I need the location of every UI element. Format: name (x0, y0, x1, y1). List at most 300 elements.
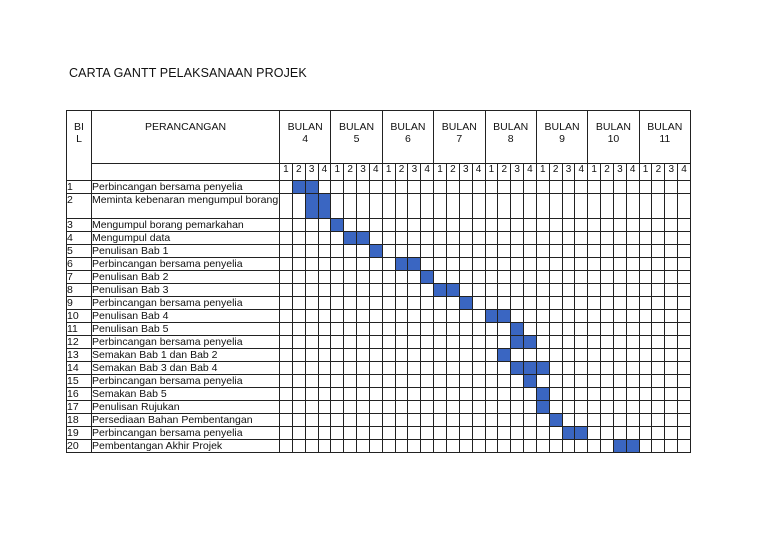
gantt-empty-cell (472, 297, 485, 310)
gantt-empty-cell (639, 271, 652, 284)
gantt-empty-cell (524, 194, 537, 219)
gantt-empty-cell (472, 401, 485, 414)
gantt-empty-cell (562, 336, 575, 349)
gantt-empty-cell (459, 219, 472, 232)
gantt-empty-cell (511, 401, 524, 414)
gantt-bar-cell (613, 440, 626, 453)
gantt-empty-cell (459, 349, 472, 362)
gantt-empty-cell (665, 336, 678, 349)
gantt-empty-cell (408, 181, 421, 194)
gantt-empty-cell (601, 194, 614, 219)
gantt-bar-cell (305, 181, 318, 194)
month-number: 11 (659, 133, 671, 145)
gantt-empty-cell (357, 388, 370, 401)
gantt-empty-cell (357, 245, 370, 258)
gantt-empty-cell (626, 388, 639, 401)
gantt-empty-cell (536, 297, 549, 310)
gantt-empty-cell (318, 401, 331, 414)
gantt-empty-cell (639, 362, 652, 375)
gantt-empty-cell (357, 323, 370, 336)
gantt-empty-cell (421, 310, 434, 323)
gantt-empty-cell (652, 401, 665, 414)
gantt-empty-cell (652, 336, 665, 349)
header-month (280, 111, 331, 164)
gantt-empty-cell (601, 181, 614, 194)
gantt-empty-cell (305, 440, 318, 453)
month-number: 8 (507, 133, 514, 145)
gantt-empty-cell (588, 427, 601, 440)
gantt-bar-cell (408, 258, 421, 271)
gantt-empty-cell (395, 181, 408, 194)
gantt-empty-cell (318, 414, 331, 427)
gantt-empty-cell (639, 388, 652, 401)
week-number: 4 (421, 164, 434, 181)
task-number: 7 (67, 271, 92, 284)
gantt-empty-cell (511, 245, 524, 258)
gantt-empty-cell (575, 440, 588, 453)
gantt-empty-cell (357, 336, 370, 349)
gantt-empty-cell (292, 271, 305, 284)
gantt-empty-cell (280, 362, 293, 375)
gantt-empty-cell (626, 219, 639, 232)
gantt-empty-cell (344, 297, 357, 310)
gantt-empty-cell (613, 297, 626, 310)
gantt-empty-cell (549, 181, 562, 194)
task-number: 13 (67, 349, 92, 362)
gantt-empty-cell (678, 232, 691, 245)
gantt-empty-cell (639, 232, 652, 245)
gantt-empty-cell (434, 349, 447, 362)
gantt-empty-cell (652, 440, 665, 453)
gantt-empty-cell (485, 297, 498, 310)
gantt-empty-cell (601, 401, 614, 414)
gantt-empty-cell (280, 440, 293, 453)
gantt-empty-cell (601, 284, 614, 297)
gantt-empty-cell (562, 375, 575, 388)
gantt-bar-cell (536, 388, 549, 401)
gantt-empty-cell (459, 310, 472, 323)
gantt-empty-cell (369, 375, 382, 388)
gantt-empty-cell (678, 271, 691, 284)
gantt-empty-cell (318, 284, 331, 297)
gantt-empty-cell (562, 310, 575, 323)
gantt-empty-cell (601, 271, 614, 284)
gantt-empty-cell (665, 401, 678, 414)
task-name: Mengumpul data (92, 232, 280, 245)
gantt-empty-cell (280, 245, 293, 258)
gantt-empty-cell (369, 401, 382, 414)
gantt-empty-cell (524, 414, 537, 427)
gantt-empty-cell (536, 181, 549, 194)
month-number: 4 (302, 133, 309, 145)
gantt-empty-cell (511, 194, 524, 219)
gantt-empty-cell (485, 181, 498, 194)
week-number: 1 (639, 164, 652, 181)
task-name: Perbincangan bersama penyelia (92, 297, 280, 310)
gantt-empty-cell (472, 310, 485, 323)
gantt-empty-cell (562, 232, 575, 245)
gantt-bar-cell (549, 414, 562, 427)
gantt-empty-cell (575, 375, 588, 388)
gantt-empty-cell (331, 232, 344, 245)
gantt-empty-cell (421, 219, 434, 232)
gantt-bar-cell (524, 375, 537, 388)
gantt-empty-cell (524, 427, 537, 440)
gantt-empty-cell (472, 245, 485, 258)
gantt-empty-cell (395, 232, 408, 245)
gantt-empty-cell (318, 375, 331, 388)
gantt-empty-cell (292, 232, 305, 245)
gantt-empty-cell (357, 362, 370, 375)
gantt-empty-cell (524, 440, 537, 453)
gantt-empty-cell (472, 440, 485, 453)
gantt-bar-cell (331, 219, 344, 232)
week-number: 4 (575, 164, 588, 181)
task-number: 8 (67, 284, 92, 297)
gantt-bar-cell (498, 310, 511, 323)
gantt-empty-cell (498, 271, 511, 284)
gantt-empty-cell (408, 323, 421, 336)
gantt-empty-cell (601, 336, 614, 349)
gantt-empty-cell (536, 310, 549, 323)
gantt-empty-cell (344, 258, 357, 271)
gantt-empty-cell (446, 414, 459, 427)
gantt-empty-cell (665, 310, 678, 323)
gantt-empty-cell (549, 232, 562, 245)
gantt-empty-cell (639, 427, 652, 440)
gantt-empty-cell (536, 194, 549, 219)
gantt-bar-cell (369, 245, 382, 258)
gantt-empty-cell (652, 271, 665, 284)
gantt-empty-cell (344, 414, 357, 427)
gantt-empty-cell (459, 414, 472, 427)
gantt-empty-cell (575, 181, 588, 194)
gantt-empty-cell (562, 271, 575, 284)
gantt-empty-cell (446, 336, 459, 349)
gantt-empty-cell (665, 232, 678, 245)
task-row (67, 310, 691, 323)
gantt-empty-cell (665, 427, 678, 440)
gantt-empty-cell (639, 323, 652, 336)
gantt-bar-cell (626, 440, 639, 453)
gantt-empty-cell (382, 219, 395, 232)
gantt-empty-cell (305, 375, 318, 388)
gantt-empty-cell (331, 401, 344, 414)
gantt-empty-cell (549, 375, 562, 388)
gantt-empty-cell (536, 284, 549, 297)
gantt-empty-cell (665, 194, 678, 219)
gantt-empty-cell (652, 388, 665, 401)
gantt-bar-cell (344, 232, 357, 245)
gantt-bar-cell (485, 310, 498, 323)
gantt-empty-cell (459, 336, 472, 349)
gantt-empty-cell (639, 414, 652, 427)
gantt-empty-cell (395, 219, 408, 232)
gantt-empty-cell (601, 323, 614, 336)
gantt-bar-cell (421, 271, 434, 284)
gantt-empty-cell (434, 219, 447, 232)
task-row (67, 440, 691, 453)
gantt-empty-cell (369, 349, 382, 362)
task-row (67, 258, 691, 271)
gantt-empty-cell (292, 219, 305, 232)
gantt-empty-cell (318, 232, 331, 245)
gantt-empty-cell (357, 427, 370, 440)
gantt-empty-cell (421, 323, 434, 336)
gantt-empty-cell (344, 401, 357, 414)
gantt-empty-cell (626, 336, 639, 349)
gantt-empty-cell (446, 388, 459, 401)
gantt-empty-cell (395, 414, 408, 427)
gantt-empty-cell (678, 427, 691, 440)
gantt-empty-cell (305, 427, 318, 440)
gantt-empty-cell (665, 258, 678, 271)
gantt-bar-cell (524, 336, 537, 349)
gantt-empty-cell (562, 194, 575, 219)
gantt-bar-cell (511, 323, 524, 336)
gantt-empty-cell (575, 219, 588, 232)
gantt-empty-cell (485, 284, 498, 297)
gantt-empty-cell (613, 271, 626, 284)
gantt-empty-cell (639, 181, 652, 194)
gantt-empty-cell (652, 181, 665, 194)
gantt-empty-cell (305, 284, 318, 297)
gantt-empty-cell (421, 181, 434, 194)
task-row (67, 336, 691, 349)
gantt-empty-cell (678, 297, 691, 310)
gantt-empty-cell (344, 245, 357, 258)
task-name: Perbincangan bersama penyelia (92, 375, 280, 388)
gantt-empty-cell (498, 232, 511, 245)
gantt-empty-cell (305, 258, 318, 271)
gantt-empty-cell (652, 284, 665, 297)
gantt-bar-cell (395, 258, 408, 271)
gantt-empty-cell (331, 388, 344, 401)
gantt-empty-cell (472, 232, 485, 245)
gantt-empty-cell (357, 310, 370, 323)
gantt-empty-cell (613, 427, 626, 440)
gantt-empty-cell (626, 323, 639, 336)
month-number: 7 (456, 133, 463, 145)
gantt-empty-cell (369, 336, 382, 349)
gantt-empty-cell (446, 181, 459, 194)
gantt-empty-cell (626, 362, 639, 375)
gantt-empty-cell (652, 427, 665, 440)
gantt-empty-cell (408, 401, 421, 414)
gantt-empty-cell (665, 362, 678, 375)
gantt-empty-cell (639, 245, 652, 258)
gantt-empty-cell (369, 414, 382, 427)
gantt-empty-cell (639, 219, 652, 232)
month-label: BULAN (493, 121, 529, 133)
gantt-empty-cell (395, 349, 408, 362)
gantt-empty-cell (369, 440, 382, 453)
gantt-empty-cell (446, 310, 459, 323)
gantt-empty-cell (446, 349, 459, 362)
gantt-empty-cell (652, 414, 665, 427)
gantt-empty-cell (498, 194, 511, 219)
gantt-empty-cell (292, 388, 305, 401)
gantt-empty-cell (613, 181, 626, 194)
month-label: BULAN (339, 121, 375, 133)
week-number: 2 (395, 164, 408, 181)
gantt-bar-cell (305, 194, 318, 219)
gantt-empty-cell (498, 388, 511, 401)
task-name: Perbincangan bersama penyelia (92, 181, 280, 194)
gantt-empty-cell (421, 245, 434, 258)
week-number: 4 (626, 164, 639, 181)
gantt-empty-cell (549, 271, 562, 284)
gantt-empty-cell (344, 219, 357, 232)
gantt-empty-cell (331, 310, 344, 323)
gantt-empty-cell (613, 232, 626, 245)
gantt-empty-cell (652, 245, 665, 258)
gantt-empty-cell (549, 194, 562, 219)
gantt-empty-cell (549, 310, 562, 323)
week-number: 1 (331, 164, 344, 181)
gantt-empty-cell (639, 375, 652, 388)
task-row (67, 219, 691, 232)
gantt-empty-cell (395, 427, 408, 440)
gantt-empty-cell (280, 258, 293, 271)
task-number: 10 (67, 310, 92, 323)
week-number: 2 (292, 164, 305, 181)
gantt-empty-cell (678, 310, 691, 323)
gantt-empty-cell (485, 271, 498, 284)
gantt-empty-cell (588, 284, 601, 297)
gantt-empty-cell (588, 336, 601, 349)
page-title: CARTA GANTT PELAKSANAAN PROJEK (69, 66, 307, 80)
gantt-empty-cell (408, 219, 421, 232)
gantt-empty-cell (601, 310, 614, 323)
gantt-empty-cell (498, 362, 511, 375)
gantt-empty-cell (613, 258, 626, 271)
gantt-empty-cell (408, 336, 421, 349)
gantt-empty-cell (485, 232, 498, 245)
gantt-empty-cell (408, 310, 421, 323)
gantt-empty-cell (344, 440, 357, 453)
month-label: BULAN (390, 121, 426, 133)
gantt-empty-cell (678, 414, 691, 427)
gantt-empty-cell (395, 401, 408, 414)
week-number: 4 (524, 164, 537, 181)
month-number: 10 (607, 133, 620, 145)
week-number: 4 (318, 164, 331, 181)
week-number: 4 (472, 164, 485, 181)
task-number: 15 (67, 375, 92, 388)
gantt-empty-cell (588, 375, 601, 388)
gantt-empty-cell (421, 194, 434, 219)
gantt-empty-cell (292, 245, 305, 258)
gantt-empty-cell (601, 219, 614, 232)
task-name: Penulisan Bab 1 (92, 245, 280, 258)
gantt-empty-cell (369, 297, 382, 310)
gantt-empty-cell (626, 181, 639, 194)
gantt-empty-cell (331, 349, 344, 362)
gantt-empty-cell (472, 362, 485, 375)
gantt-empty-cell (472, 427, 485, 440)
task-row (67, 232, 691, 245)
gantt-empty-cell (292, 310, 305, 323)
gantt-empty-cell (498, 323, 511, 336)
gantt-empty-cell (472, 323, 485, 336)
task-name: Meminta kebenaran mengumpul borang (92, 194, 280, 219)
gantt-empty-cell (665, 245, 678, 258)
gantt-empty-cell (485, 414, 498, 427)
week-number: 4 (678, 164, 691, 181)
gantt-empty-cell (524, 310, 537, 323)
header-month (485, 111, 536, 164)
gantt-empty-cell (446, 271, 459, 284)
gantt-empty-cell (588, 297, 601, 310)
gantt-empty-cell (369, 219, 382, 232)
gantt-empty-cell (421, 284, 434, 297)
gantt-empty-cell (369, 271, 382, 284)
task-number: 4 (67, 232, 92, 245)
gantt-empty-cell (665, 375, 678, 388)
gantt-bar-cell (357, 232, 370, 245)
gantt-empty-cell (575, 362, 588, 375)
gantt-empty-cell (434, 245, 447, 258)
gantt-empty-cell (382, 194, 395, 219)
gantt-empty-cell (331, 375, 344, 388)
gantt-empty-cell (575, 258, 588, 271)
gantt-empty-cell (511, 388, 524, 401)
gantt-empty-cell (331, 194, 344, 219)
gantt-empty-cell (549, 401, 562, 414)
gantt-empty-cell (305, 401, 318, 414)
gantt-empty-cell (678, 194, 691, 219)
task-row (67, 414, 691, 427)
gantt-empty-cell (485, 336, 498, 349)
gantt-empty-cell (678, 375, 691, 388)
gantt-empty-cell (357, 440, 370, 453)
gantt-empty-cell (305, 245, 318, 258)
gantt-bar-cell (562, 427, 575, 440)
gantt-empty-cell (678, 336, 691, 349)
gantt-empty-cell (511, 271, 524, 284)
week-number: 2 (498, 164, 511, 181)
gantt-empty-cell (421, 349, 434, 362)
gantt-empty-cell (562, 349, 575, 362)
header-perancangan: PERANCANGAN (92, 111, 280, 164)
gantt-empty-cell (639, 336, 652, 349)
gantt-empty-cell (678, 258, 691, 271)
gantt-empty-cell (498, 181, 511, 194)
gantt-empty-cell (434, 323, 447, 336)
gantt-empty-cell (434, 258, 447, 271)
gantt-empty-cell (524, 258, 537, 271)
header-task-blank (92, 164, 280, 181)
task-number: 20 (67, 440, 92, 453)
gantt-empty-cell (549, 258, 562, 271)
gantt-empty-cell (382, 181, 395, 194)
gantt-empty-cell (280, 194, 293, 219)
gantt-empty-cell (331, 323, 344, 336)
gantt-empty-cell (369, 194, 382, 219)
gantt-empty-cell (280, 427, 293, 440)
task-number: 1 (67, 181, 92, 194)
gantt-empty-cell (472, 336, 485, 349)
task-number: 16 (67, 388, 92, 401)
gantt-empty-cell (434, 427, 447, 440)
task-name: Perbincangan bersama penyelia (92, 427, 280, 440)
gantt-empty-cell (408, 427, 421, 440)
gantt-empty-cell (613, 194, 626, 219)
week-number: 1 (280, 164, 293, 181)
week-number: 2 (549, 164, 562, 181)
header-month (434, 111, 485, 164)
